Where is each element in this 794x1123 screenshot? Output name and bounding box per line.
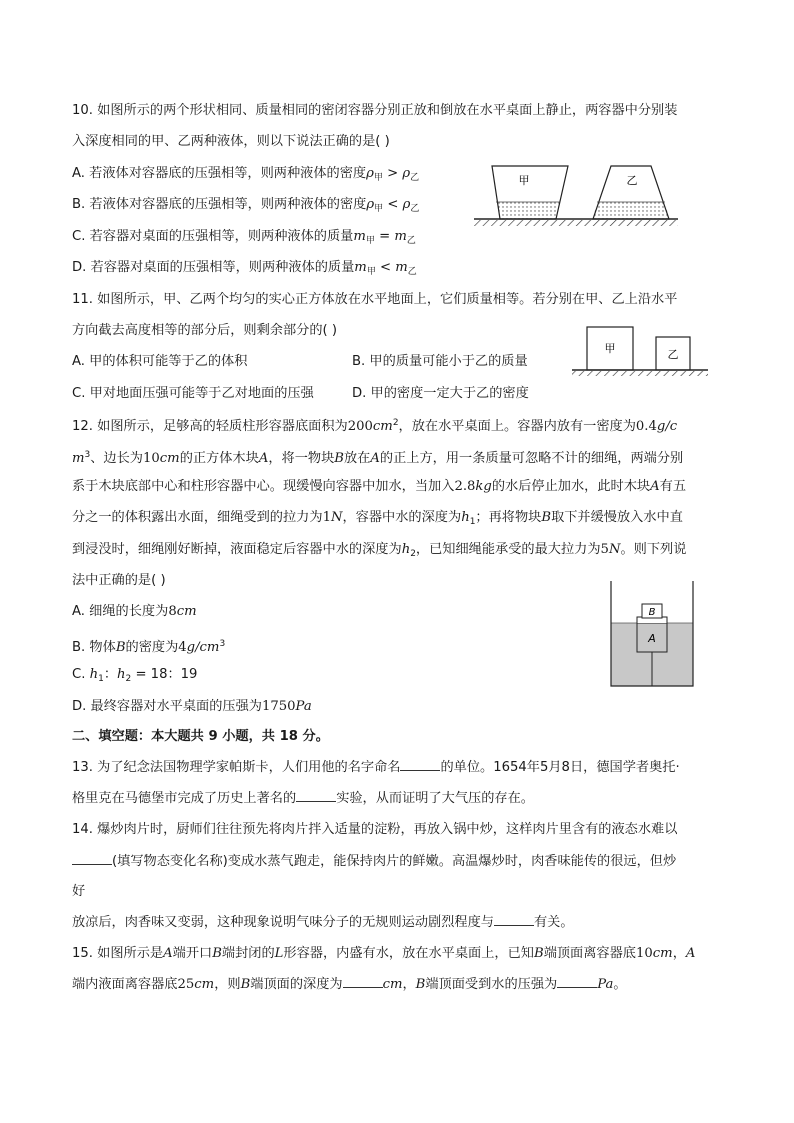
q12-line2: $m^3$、边长为10cm的正方体木块A，将一物块B放在A的正上方，用一条质量可忽略不计的细绳，两端分别 <box>72 450 684 466</box>
q15-line2: 端内液面离容器底25cm，则B端顶面的深度为 cm，B端顶面受到水的压强为 Pa。 <box>72 977 627 992</box>
q12-line6: 法中正确的是( ) <box>72 573 166 588</box>
q11-option-c: C. 甲对地面压强可能等于乙对地面的压强 <box>72 386 314 401</box>
q14-line3: 好 <box>72 884 86 899</box>
q12-line3: 系于木块底部中心和柱形容器中心。现缓慢向容器中加水，当加入2.8kg的水后停止加水，此时木块A有五 <box>72 479 687 494</box>
q12-line1: 12. 如图所示，足够高的轻质柱形容器底面积为$200cm^2$，放在水平桌面上。容器内放有一密度为0.4g/c <box>72 418 678 434</box>
q12-option-a: A. 细绳的长度为8cm <box>72 604 197 619</box>
label-yi: 乙 <box>626 174 638 187</box>
block-A-label: A <box>648 632 656 645</box>
q13-line1: 13. 为了纪念法国物理学家帕斯卡，人们用他的名字命名 的单位。1654年5月8日，德国学者奥托· <box>72 760 680 775</box>
q11-stem-line2: 方向截去高度相等的部分后，则剩余部分的( ) <box>72 323 338 338</box>
q14-blank-2[interactable] <box>494 913 534 926</box>
q10-option-d: D. 若容器对桌面的压强相等，则两种液体的质量$m_甲 < m_乙$ <box>72 260 417 277</box>
q12-container-figure <box>608 581 696 689</box>
q12-line4: 分之一的体积露出水面，细绳受到的拉力为1N，容器中水的深度为$h_1$；再将物块B取下并缓慢放入水中直 <box>72 510 683 527</box>
block-B-label: B <box>648 607 656 618</box>
q10-option-c: C. 若容器对桌面的压强相等，则两种液体的质量$m_甲 = m_乙$ <box>72 229 416 246</box>
q10-containers-figure <box>470 162 680 230</box>
q10-stem-line2: 入深度相同的甲、乙两种液体，则以下说法正确的是( ) <box>72 134 390 149</box>
q12-option-c: C. $h_1$：$h_2 = 18$：19 <box>72 667 198 684</box>
section-fill-in-header: 二、填空题：本大题共 9 小题，共 18 分。 <box>72 729 329 744</box>
q14-line4: 放凉后，肉香味又变弱，这种现象说明气味分子的无规则运动剧烈程度与 有关。 <box>72 915 574 930</box>
q10-stem-line1: 10. 如图所示的两个形状相同、质量相同的密闭容器分别正放和倒放在水平桌面上静止，两容器中分别装 <box>72 103 678 118</box>
q13-line2: 格里克在马德堡市完成了历史上著名的 实验，从而证明了大气压的存在。 <box>72 791 534 806</box>
q13-blank-1[interactable] <box>400 758 440 771</box>
q14-blank-1[interactable] <box>72 852 112 865</box>
q14-line2: (填写物态变化名称)变成水蒸气跑走，能保持肉片的鲜嫩。高温爆炒时，肉香味能传的很远，但炒 <box>72 852 676 872</box>
q15-blank-2[interactable] <box>557 975 597 988</box>
q10-option-a: A. 若液体对容器底的压强相等，则两种液体的密度$\rho_甲 > \rho_乙$ <box>72 166 420 183</box>
q11-option-b: B. 甲的质量可能小于乙的质量 <box>352 354 528 369</box>
q14-line1: 14. 爆炒肉片时，厨师们往往预先将肉片拌入适量的淀粉，再放入锅中炒，这样肉片里含有的液态水难以 <box>72 822 678 837</box>
cube-jia-label: 甲 <box>604 342 616 355</box>
label-jia: 甲 <box>518 174 530 187</box>
liquid-yi <box>593 202 669 219</box>
q11-option-d: D. 甲的密度一定大于乙的密度 <box>352 386 529 401</box>
q12-option-b: B. 物体B的密度为$4g/cm^3$ <box>72 639 226 655</box>
q15-line1: 15. 如图所示是A端开口B端封闭的L形容器，内盛有水，放在水平桌面上，已知B端顶面离容器底10cm，A <box>72 946 696 961</box>
q11-cubes-figure <box>570 325 710 377</box>
q11-option-a: A. 甲的体积可能等于乙的体积 <box>72 354 248 369</box>
q11-stem-line1: 11. 如图所示，甲、乙两个均匀的实心正方体放在水平地面上，它们质量相等。若分别在甲、乙上沿水平 <box>72 292 678 307</box>
q12-line5: 到浸没时，细绳刚好断掉，液面稳定后容器中水的深度为$h_2$，已知细绳能承受的最大拉力为5N。则下列说 <box>72 542 687 559</box>
liquid-jia <box>496 202 560 219</box>
q10-option-b: B. 若液体对容器底的压强相等，则两种液体的密度$\rho_甲 < \rho_乙$ <box>72 197 420 214</box>
q13-blank-2[interactable] <box>296 789 336 802</box>
q12-option-d: D. 最终容器对水平桌面的压强为1750Pa <box>72 699 312 714</box>
cube-yi-label: 乙 <box>667 348 679 361</box>
q15-blank-1[interactable] <box>343 975 383 988</box>
